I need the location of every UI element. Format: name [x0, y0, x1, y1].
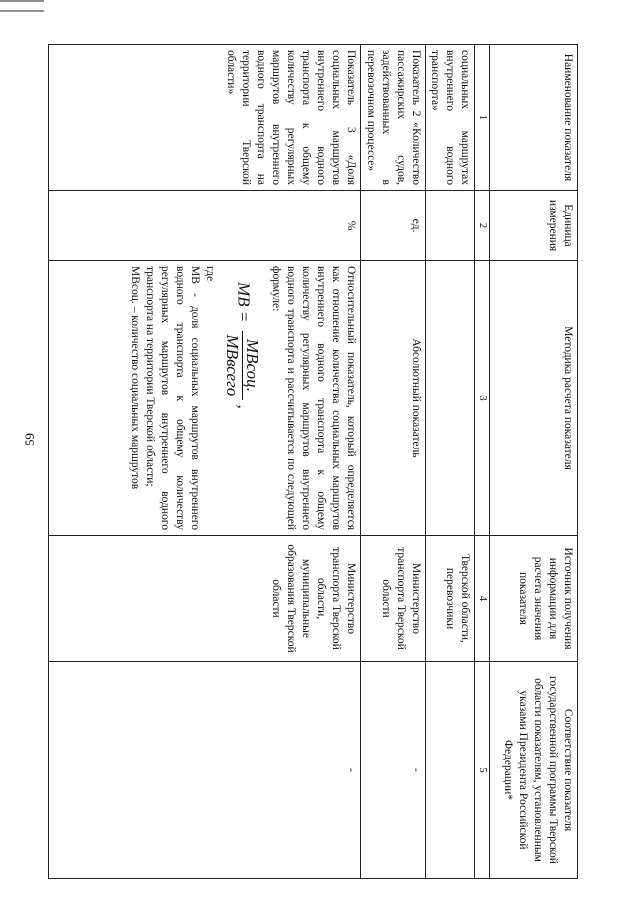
header-row	[490, 45, 578, 879]
row1-method	[425, 261, 475, 536]
row3-source: Министерство транспорта Тверской области, муниципальные образования Тверской области	[49, 536, 361, 662]
row2-method: Абсолютный показатель	[360, 261, 425, 536]
row2-name: Показатель 2 «Количество пассажирских судов, задействованных в перевозочном процессе»	[360, 45, 425, 191]
col-number-5: 5	[475, 662, 490, 879]
header-source: Источник получения информации для расчета значения показателя	[490, 536, 578, 662]
row3-unit: %	[49, 191, 361, 261]
formula-denominator: MBвсего	[223, 334, 243, 397]
col-number-3: 3	[475, 261, 490, 536]
row3-method-intro: Относительный показатель, который определяется как отношение количества социальных маршрутов внутреннего водного транспорта к общему количеству регулярных маршрутов внутреннего водного транспорта и рассчитывается по следующей формуле:	[270, 266, 357, 530]
row1-name: социальных маршрутах внутреннего водного транспорта»	[425, 45, 475, 191]
scan-margin-mark	[0, 0, 44, 12]
page-number: 59	[22, 433, 37, 446]
row3-where: где	[204, 266, 217, 282]
formula-lhs: MB =	[234, 282, 254, 323]
row2-source: Министерство транспорта Тверской области	[360, 536, 425, 662]
row3-definition-1: МВ - доля социальных маршрутов внутреннего водного транспорта к общему количеству регулярных маршрутов внутреннего водного транспорта на территории Тверской области;	[144, 266, 202, 530]
row3-definition-2: МВсоц. – количество социальных маршрутов	[129, 266, 142, 490]
row2-compliance: -	[360, 662, 425, 879]
header-name: Наименование показателя	[490, 45, 578, 191]
table-row	[425, 45, 475, 879]
row2-unit: ед.	[360, 191, 425, 261]
formula-end: ,	[234, 404, 254, 409]
col-number-4: 4	[475, 536, 490, 662]
header-method: Методика расчета показателя	[490, 261, 578, 536]
rotated-table-sheet	[48, 44, 578, 878]
row3-compliance: -	[49, 662, 361, 879]
col-number-2: 2	[475, 191, 490, 261]
row3-method	[49, 261, 361, 536]
formula-fraction	[223, 331, 262, 401]
indicators-table	[48, 44, 578, 879]
row1-source: Тверской области, перевозчики	[425, 536, 475, 662]
formula-numerator: MBсоц.	[242, 331, 262, 401]
row1-unit	[425, 191, 475, 261]
header-unit: Единица измерения	[490, 191, 578, 261]
table-row	[49, 45, 361, 879]
row3-name: Показатель 3 «Доля социальных маршрутов внутреннего водного транспорта к общему количеству регулярных маршрутов внутреннего водного транспорта на территории Тверской области»	[49, 45, 361, 191]
row1-compliance	[425, 662, 475, 879]
table-row	[360, 45, 425, 879]
column-number-row	[475, 45, 490, 879]
col-number-1: 1	[475, 45, 490, 191]
share-formula	[217, 266, 268, 530]
header-compliance: Соответствие показателя государственной программы Тверской области показателям, установленным указами Президента Российской Федерации*	[490, 662, 578, 879]
